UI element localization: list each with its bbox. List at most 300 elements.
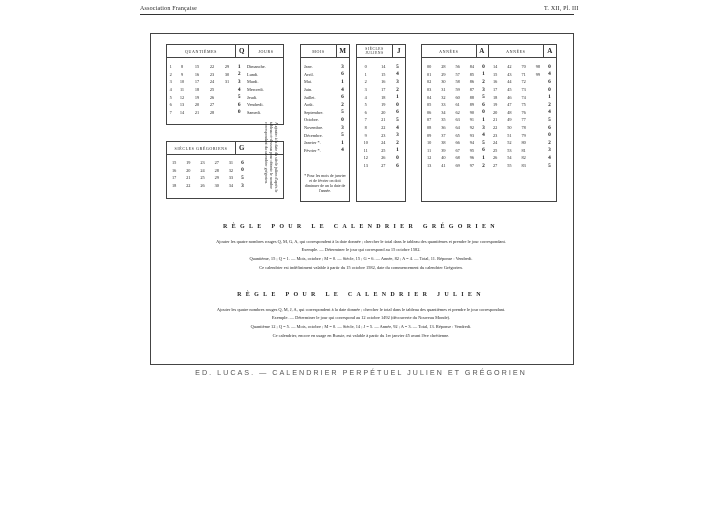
- annee-number: 26: [492, 155, 498, 161]
- siecle-number: 27: [214, 160, 219, 166]
- annee-number: 76: [521, 109, 526, 115]
- annee-number: 46: [507, 94, 512, 100]
- annee-number: 75: [521, 102, 526, 108]
- julien-key: 4: [396, 124, 399, 131]
- siecles-gregoriens-table: [166, 122, 284, 199]
- siecle-number: 32: [228, 167, 234, 173]
- siecle-number: 28: [214, 167, 219, 173]
- table-row: [357, 101, 403, 109]
- table-row: [357, 63, 403, 71]
- weekday-name: Lundi.: [247, 71, 259, 77]
- annees-head-right: ANNÉES: [488, 45, 544, 57]
- regle-julien-title: RÈGLE POUR LE CALENDRIER JULIEN: [237, 292, 485, 298]
- julien-number: 23: [381, 132, 386, 138]
- table-row: [301, 139, 347, 147]
- quantieme-number: 6: [169, 102, 172, 108]
- table-row: [422, 147, 554, 155]
- julien-number: 24: [381, 140, 386, 146]
- table-row: [357, 162, 403, 170]
- quantieme-number: 18: [194, 87, 200, 93]
- annee-number: [531, 86, 545, 94]
- regle-gregorien-line3: Quantième, 15 ; Q = 1. — Mois, octobre ; M = 0. — Siècle, 15 ; G = 6. — Année, 82 ; A = 4. — Total, 11. Réponse : Vendredi.: [249, 256, 473, 261]
- mois-body: [301, 63, 347, 154]
- siecle-number: 29: [214, 175, 219, 181]
- julien-number: 25: [381, 147, 386, 153]
- annee-number: 72: [521, 79, 526, 85]
- annee-number: 07: [426, 117, 432, 123]
- table-row: [167, 101, 281, 109]
- julien-key: 1: [396, 94, 399, 101]
- month-name: Mai.: [304, 79, 312, 85]
- juliens-head-label: SIÈCLES JULIENS: [365, 47, 384, 55]
- annee-key: 6: [548, 78, 551, 85]
- annee-number: 22: [492, 125, 498, 131]
- month-name: Septembre.: [304, 109, 324, 115]
- annee-number: 24: [492, 140, 498, 146]
- table-row: [357, 131, 403, 139]
- julien-number: 3: [364, 87, 367, 93]
- quantieme-number: 1: [169, 64, 172, 70]
- table-row: [422, 109, 554, 117]
- annee-number: 57: [455, 71, 460, 77]
- annee-number: 34: [441, 109, 446, 115]
- mois-table: [300, 44, 350, 202]
- annee-number: 04: [426, 94, 432, 100]
- table-row: [357, 124, 403, 132]
- annee-number: 55: [507, 163, 512, 169]
- quantieme-number: 25: [209, 87, 215, 93]
- table-row: [357, 78, 403, 86]
- annee-number: 19: [492, 102, 498, 108]
- weekday-name: Vendredi.: [247, 102, 264, 108]
- julien-key: 0: [396, 154, 399, 161]
- quantieme-number: 16: [194, 71, 200, 77]
- annee-number: 33: [441, 102, 446, 108]
- annee-number: 79: [521, 132, 526, 138]
- annee-key: 0: [482, 109, 485, 116]
- table-row: [357, 71, 403, 79]
- quantieme-number: 3: [169, 79, 172, 85]
- regle-gregorien-line1: Ajouter les quatre nombres rouges Q, M, G, A, qui correspondent à la date donnée ; chercher le total dans le tableau des quantièmes et prendre le jour correspondant.: [216, 239, 506, 244]
- table-row: [167, 93, 281, 101]
- siecles-head-key: G: [235, 142, 248, 154]
- julien-number: 7: [364, 117, 367, 123]
- annee-number: 35: [441, 117, 446, 123]
- annee-number: 80: [521, 140, 526, 146]
- table-row: [301, 93, 347, 101]
- annee-key: 2: [482, 78, 485, 85]
- quantiemes-body: [167, 63, 281, 116]
- table-row: [167, 174, 247, 182]
- quantieme-number: 21: [194, 109, 200, 115]
- table-row: [167, 109, 281, 117]
- siecle-number: 20: [186, 167, 191, 173]
- quantieme-key: 5: [237, 94, 241, 101]
- annee-number: 87: [469, 87, 475, 93]
- quantieme-number: 9: [180, 71, 184, 77]
- month-key: 3: [341, 124, 344, 131]
- annee-number: 88: [469, 94, 475, 100]
- table-row: [422, 93, 554, 101]
- quantieme-number: 7: [169, 109, 172, 115]
- month-name: Avril.: [304, 71, 314, 77]
- journal-header-right: T. XII, Pl. III: [544, 6, 579, 12]
- julien-key: 2: [396, 139, 399, 146]
- table-row: [167, 78, 281, 86]
- table-row: [167, 86, 281, 94]
- table-row: [422, 162, 554, 170]
- table-row: [422, 71, 554, 79]
- table-row: [167, 63, 281, 71]
- siecle-number: 17: [171, 175, 177, 181]
- annee-number: 96: [469, 155, 475, 161]
- annee-number: 86: [469, 79, 475, 85]
- annee-number: [531, 139, 545, 147]
- table-row: [357, 139, 403, 147]
- julien-number: 11: [363, 147, 368, 153]
- table-row: [167, 182, 247, 190]
- month-key: 3: [341, 63, 344, 70]
- quantieme-number: 12: [179, 94, 185, 100]
- annee-number: 99: [535, 71, 540, 77]
- annee-number: 01: [426, 71, 432, 77]
- annee-number: 93: [469, 132, 475, 138]
- annee-number: 59: [455, 87, 460, 93]
- siecle-number: 18: [171, 183, 177, 189]
- mois-header: [301, 45, 349, 58]
- siecle-number: 34: [228, 183, 234, 189]
- quantieme-number: 17: [194, 79, 200, 85]
- annee-number: 37: [441, 132, 446, 138]
- julien-key: 3: [396, 132, 399, 139]
- table-row: [422, 131, 554, 139]
- julien-number: 10: [363, 140, 368, 146]
- table-row: [301, 124, 347, 132]
- julien-number: 20: [381, 109, 386, 115]
- month-name: Décembre.: [304, 132, 323, 138]
- quantiemes-head-label: QUANTIÈMES: [185, 48, 217, 54]
- table-row: [301, 109, 347, 117]
- siecle-key: 0: [241, 167, 244, 174]
- annee-number: 67: [455, 147, 460, 153]
- quantieme-number: 4: [169, 87, 172, 93]
- annee-number: 00: [426, 64, 432, 70]
- weekday-name: Mardi.: [247, 79, 259, 85]
- quantieme-key: 6: [237, 101, 241, 108]
- julien-number: 9: [364, 132, 367, 138]
- table-row: [357, 109, 403, 117]
- annee-number: 49: [507, 117, 512, 123]
- annees-head-key-right: A: [543, 45, 556, 57]
- weekday-name: Samedi.: [247, 109, 261, 115]
- annee-number: 51: [507, 132, 512, 138]
- siecle-number: 24: [200, 167, 205, 173]
- siecle-number: 33: [228, 175, 234, 181]
- annee-number: 70: [521, 64, 526, 70]
- mois-head-key: M: [336, 45, 349, 57]
- month-key: 2: [341, 101, 344, 108]
- annee-number: 09: [426, 132, 432, 138]
- quantieme-number: 15: [194, 64, 200, 70]
- julien-number: 14: [381, 64, 386, 70]
- annee-number: 23: [492, 132, 498, 138]
- annee-number: 52: [507, 140, 512, 146]
- annee-number: 65: [455, 132, 460, 138]
- annee-number: 03: [426, 87, 432, 93]
- annee-key: 1: [482, 71, 485, 78]
- julien-number: 21: [381, 117, 386, 123]
- annee-key: 2: [548, 101, 551, 108]
- quantieme-number: 13: [179, 102, 185, 108]
- annee-number: 64: [455, 125, 460, 131]
- regle-julien-line1: Ajouter les quatre nombres rouges Q, M, J, A, qui correspondent à la date donnée ; chercher le total dans le tableau des quantièmes et prendre le jour correspondant.: [216, 307, 506, 312]
- annee-number: 30: [441, 79, 446, 85]
- annee-number: 92: [469, 125, 475, 131]
- quantieme-number: [220, 109, 235, 117]
- julien-number: 22: [381, 125, 386, 131]
- mois-head-label: MOIS: [312, 48, 325, 54]
- annee-key: 0: [548, 86, 551, 93]
- annee-number: 43: [507, 71, 512, 77]
- annee-key: 5: [482, 94, 485, 101]
- siecle-key: 6: [241, 159, 244, 166]
- annee-number: 31: [441, 87, 446, 93]
- annee-number: 38: [441, 140, 446, 146]
- siecle-key: 3: [241, 182, 244, 189]
- weekday-name: Jeudi.: [247, 94, 258, 100]
- annee-number: 71: [521, 71, 526, 77]
- annee-number: 81: [521, 147, 526, 153]
- table-row: [357, 93, 403, 101]
- siecle-number: 16: [171, 167, 177, 173]
- julien-number: 18: [381, 94, 386, 100]
- table-row: [167, 159, 247, 167]
- julien-key: 6: [396, 109, 399, 116]
- quantieme-key: 0: [237, 109, 241, 116]
- annee-key: 6: [548, 124, 551, 131]
- julien-number: 26: [381, 155, 386, 161]
- julien-key: 0: [396, 101, 399, 108]
- julien-key: 1: [396, 147, 399, 154]
- month-key: 4: [341, 147, 344, 154]
- annee-key: 5: [548, 162, 551, 169]
- annee-number: 69: [455, 163, 460, 169]
- month-key: 5: [341, 109, 344, 116]
- quantiemes-head-jours: JOURS: [248, 45, 283, 57]
- regle-gregorien-line2: Exemple. — Déterminer le jour qui correspond au 15 octobre 1582.: [301, 247, 421, 252]
- quantieme-number: [220, 101, 235, 109]
- siecle-number: 19: [186, 160, 191, 166]
- annee-number: 89: [469, 102, 475, 108]
- annee-key: 4: [548, 109, 551, 116]
- month-key: 0: [341, 116, 344, 123]
- annee-number: 78: [521, 125, 526, 131]
- weekday-name: Dimanche.: [247, 64, 266, 70]
- month-key: 1: [341, 78, 344, 85]
- annee-number: 17: [492, 87, 498, 93]
- annees-header: [422, 45, 556, 58]
- siecle-number: 30: [214, 183, 219, 189]
- annee-number: 66: [455, 140, 460, 146]
- annee-number: 13: [426, 163, 432, 169]
- julien-number: 15: [381, 71, 386, 77]
- annee-number: 20: [492, 109, 498, 115]
- quantieme-key: 4: [237, 86, 241, 93]
- annees-head-left: ANNÉES: [439, 48, 459, 54]
- siecles-head-label: SIÈCLES GRÉGORIENS: [174, 145, 228, 151]
- annee-number: 10: [426, 140, 432, 146]
- julien-number: 12: [363, 155, 368, 161]
- quantieme-number: 31: [224, 79, 230, 85]
- quantieme-number: 28: [209, 109, 215, 115]
- journal-header-left: Association Française: [140, 6, 198, 12]
- annee-number: 42: [507, 64, 512, 70]
- annee-number: 12: [426, 155, 432, 161]
- annee-number: [531, 93, 545, 101]
- annee-number: 62: [455, 109, 460, 115]
- annee-number: 91: [469, 117, 475, 123]
- annee-number: 06: [426, 109, 432, 115]
- table-row: [301, 86, 347, 94]
- table-row: [301, 78, 347, 86]
- annee-key: 1: [482, 116, 485, 123]
- annee-number: 29: [441, 71, 446, 77]
- annee-number: [531, 101, 545, 109]
- julien-number: 4: [364, 94, 367, 100]
- annee-key: 0: [548, 132, 551, 139]
- annee-key: 1: [482, 154, 485, 161]
- annee-number: 11: [427, 147, 432, 153]
- quantieme-number: 24: [209, 79, 215, 85]
- quantieme-number: 8: [180, 64, 184, 70]
- table-row: [422, 116, 554, 124]
- annee-number: [531, 147, 545, 155]
- table-row: [422, 139, 554, 147]
- annee-number: 98: [535, 64, 540, 70]
- month-name: Juin.: [304, 87, 313, 93]
- annee-number: 60: [455, 94, 460, 100]
- annee-number: 08: [426, 125, 432, 131]
- annee-number: 97: [469, 163, 475, 169]
- header-rule: [140, 14, 574, 15]
- month-key: 6: [341, 94, 344, 101]
- julien-number: 17: [381, 87, 386, 93]
- quantieme-number: 11: [179, 87, 185, 93]
- annee-key: 4: [482, 132, 485, 139]
- annee-number: 74: [521, 94, 526, 100]
- quantieme-number: 14: [179, 109, 185, 115]
- julien-key: 5: [396, 63, 399, 70]
- annee-number: 94: [469, 140, 475, 146]
- quantieme-number: 19: [194, 94, 200, 100]
- table-row: [357, 154, 403, 162]
- julien-key: 3: [396, 78, 399, 85]
- table-row: [301, 63, 347, 71]
- quantieme-number: 10: [179, 79, 185, 85]
- month-name: Février *.: [304, 147, 321, 153]
- quantieme-number: [220, 93, 235, 101]
- annee-number: 44: [507, 79, 512, 85]
- table-row: [167, 167, 247, 175]
- quantieme-number: 20: [194, 102, 200, 108]
- siecle-number: 23: [200, 160, 205, 166]
- regle-julien-line3: Quantième 12 ; Q = 5. — Mois, octobre ; M = 0. — Siècle, 14 ; J = 5. — Année, 92 ; A = 3. — Total, 13. Réponse : Vendredi.: [250, 324, 472, 329]
- table-row: [301, 147, 347, 155]
- annee-key: 0: [482, 63, 485, 70]
- annee-key: 0: [548, 63, 551, 70]
- julien-key: 2: [396, 86, 399, 93]
- annee-number: 73: [521, 87, 526, 93]
- annee-number: 47: [507, 102, 512, 108]
- quantieme-key: 1: [237, 63, 241, 70]
- siecle-number: 31: [228, 160, 234, 166]
- annee-key: 3: [482, 124, 485, 131]
- annee-number: [531, 109, 545, 117]
- annee-number: 63: [455, 117, 460, 123]
- annee-key: 4: [548, 154, 551, 161]
- month-name: Janv.: [304, 64, 313, 70]
- annees-table: [421, 44, 557, 202]
- plate-caption: ED. LUCAS. — CALENDRIER PERPÉTUEL JULIEN ET GRÉGORIEN: [195, 368, 527, 377]
- julien-number: 16: [381, 79, 386, 85]
- quantieme-key: 3: [237, 78, 241, 85]
- month-name: Juillet.: [304, 94, 316, 100]
- table-row: [301, 116, 347, 124]
- annee-number: 50: [507, 125, 512, 131]
- quantiemes-head-key: Q: [235, 45, 248, 57]
- julien-number: 5: [364, 102, 367, 108]
- annee-number: 16: [492, 79, 498, 85]
- quantieme-number: 23: [209, 71, 215, 77]
- annee-number: 56: [455, 64, 460, 70]
- annee-key: 6: [482, 147, 485, 154]
- annee-number: [531, 131, 545, 139]
- julien-number: 6: [364, 109, 367, 115]
- annee-number: 82: [521, 155, 526, 161]
- table-row: [301, 71, 347, 79]
- annee-number: 28: [441, 64, 446, 70]
- julien-number: 19: [381, 102, 386, 108]
- annee-key: 6: [482, 101, 485, 108]
- month-name: Octobre.: [304, 117, 319, 123]
- annee-number: 27: [492, 163, 498, 169]
- annee-number: 54: [507, 155, 512, 161]
- siecle-number: 22: [186, 183, 191, 189]
- annee-key: 4: [548, 71, 551, 78]
- annee-number: 84: [469, 64, 475, 70]
- annee-number: 39: [441, 147, 446, 153]
- annee-key: 3: [482, 86, 485, 93]
- regle-julien-line2: Exemple. — Déterminer le jour qui correspond au 12 octobre 1492 (découverte du Nouveau Monde).: [271, 315, 451, 320]
- annee-number: 41: [441, 163, 446, 169]
- quantieme-number: [220, 86, 235, 94]
- siecle-number: 25: [200, 175, 205, 181]
- siecles-side-note: A ajouter à la date du siècle julien d'après le tableau ci-dessous pour obtenir le nombre correspondant du calendrier grégorien.: [264, 122, 279, 193]
- table-row: [167, 71, 281, 79]
- julien-number: 8: [364, 125, 367, 131]
- julien-number: 13: [363, 163, 368, 169]
- table-row: [422, 78, 554, 86]
- julien-key: 5: [396, 116, 399, 123]
- annee-number: 48: [507, 109, 512, 115]
- annee-number: 95: [469, 147, 475, 153]
- julien-number: 27: [381, 163, 386, 169]
- quantieme-number: 22: [209, 64, 215, 70]
- annee-number: 14: [492, 64, 498, 70]
- month-key: 4: [341, 86, 344, 93]
- table-row: [357, 86, 403, 94]
- siecle-number: 15: [171, 160, 177, 166]
